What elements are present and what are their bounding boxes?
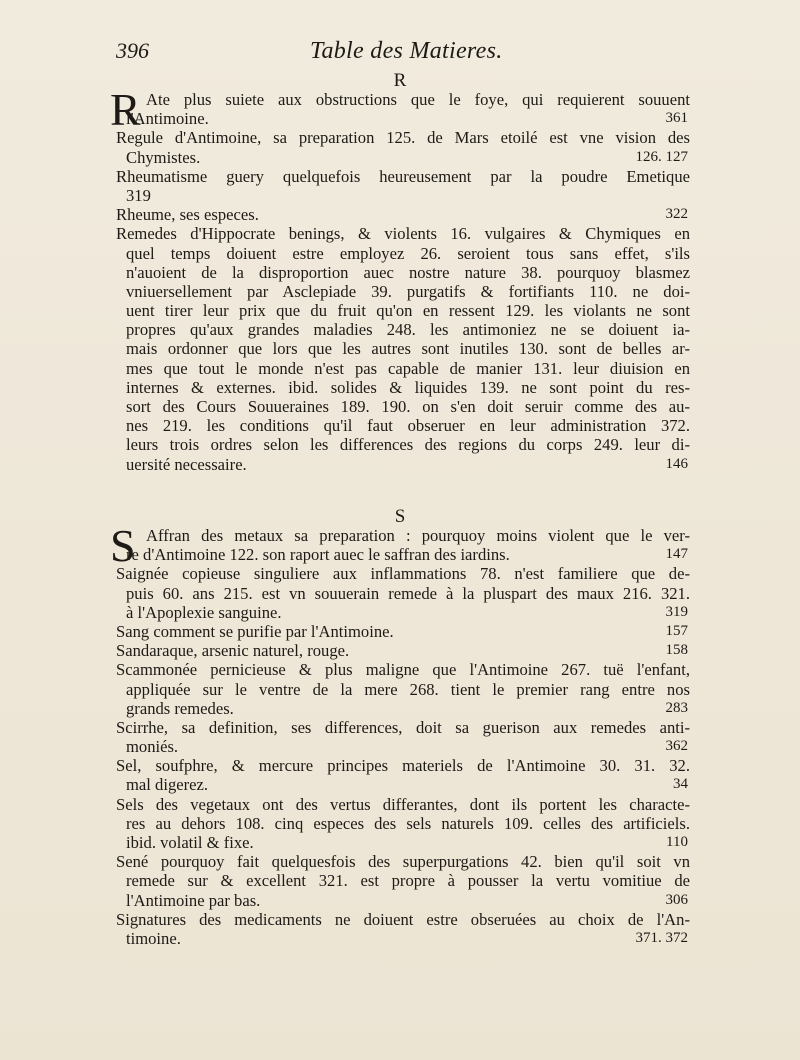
entry-line: appliquée sur le ventre de la mere 268. tient le premier rang entre nos [126, 679, 690, 699]
index-entry [116, 205, 690, 224]
entry-line: Remedes d'Hippocrate benings, & violents 16. vulgaires & Chymiques en [116, 224, 690, 244]
page-header [116, 38, 688, 70]
entry-line: sort des Cours Souueraines 189. 190. on s'en doit seruir comme des au- [126, 397, 690, 416]
page-reference: 283 [665, 699, 688, 716]
entry-line: l'Antimoine par bas. [126, 890, 261, 910]
entry-line: nes 219. les conditions qu'il faut obseruer en leur administration 372. [126, 416, 690, 436]
entry-line: propres qu'aux grandes maladies 248. les antimoniez ne se doiuent ia- [126, 320, 690, 340]
index-entry [116, 564, 690, 622]
page-reference: 157 [665, 622, 688, 639]
page-reference: 110 [666, 833, 688, 850]
entry-line: Sel, soufphre, & mercure principes materiels de l'Antimoine 30. 31. 32. [116, 756, 690, 776]
page-reference: 34 [673, 776, 688, 793]
entry-line: Affran des metaux sa preparation : pourquoy moins violent que le ver- [146, 526, 690, 545]
section-letter-r: R [393, 70, 407, 91]
entry-line: puis 60. ans 215. est vn souuerain remede à la pluspart des maux 216. 321. [126, 583, 690, 603]
index-entry [116, 622, 690, 641]
page-reference: 126. 127 [635, 148, 688, 165]
entry-line: mais ordonner que lors que les autres sont inutiles 130. sont de belles ar- [126, 339, 690, 359]
entry-line: Rheumatisme guery quelquefois heureusement par la poudre Emetique [116, 166, 690, 186]
entry-line: Sels des vegetaux ont des vertus differantes, dont ils portent les characte- [116, 794, 690, 814]
page-reference: 322 [665, 206, 688, 223]
index-entry [116, 852, 690, 910]
index-entry [116, 718, 690, 756]
entry-line: Sandaraque, arsenic naturel, rouge. [116, 641, 350, 661]
section-r-entries [110, 84, 690, 474]
entry-line: uersité necessaire. [126, 454, 247, 474]
page-reference: 146 [665, 455, 688, 472]
entry-line: Chymistes. [126, 147, 201, 167]
page-reference: 361 [665, 110, 688, 127]
index-entry [116, 167, 690, 205]
entry-line: Saignée copieuse singuliere aux inflammations 78. n'est familiere que de- [116, 564, 690, 584]
entry-line: grands remedes. [126, 698, 234, 718]
entry-line: uent tirer leur prix que du fruit qu'on en ressent 129. les violants ne sont [126, 301, 690, 321]
page-reference: 319 [665, 603, 688, 620]
index-entry [110, 84, 690, 135]
entry-line: remede sur & excellent 321. est propre à pousser la vertu vomitiue de [126, 871, 690, 891]
index-entry [116, 756, 690, 794]
page-reference: 306 [665, 891, 688, 908]
entry-line: Rheume, ses especes. [116, 205, 259, 225]
entry-line: l'Antimoine. [126, 109, 209, 129]
entry-line: à l'Apoplexie sanguine. [126, 602, 282, 622]
entry-line: 319 [126, 185, 151, 205]
entry-line: ibid. volatil & fixe. [126, 833, 254, 852]
index-entry [116, 224, 690, 473]
entry-line: n'auoient de la disproportion auec nostre nature 38. pourquoy blasmez [126, 262, 690, 282]
entry-line: re d'Antimoine 122. son raport auec le saffran des iardins. [126, 545, 510, 565]
entry-line: internes & externes. ibid. solides & liquides 139. ne sont point du res- [126, 377, 690, 397]
page-number: 396 [116, 38, 149, 63]
page-reference: 371. 372 [635, 929, 688, 946]
entry-line: vniuersellement par Asclepiade 39. purgatifs & fortifiants 110. ne doi- [126, 281, 690, 301]
index-entry [110, 520, 690, 571]
entry-line: mes que tout le monde n'est pas capable de manier 131. leur diuision en [126, 358, 690, 378]
entry-line: Ate plus suiete aux obstructions que le foye, qui requierent souuent [146, 90, 690, 109]
entry-line: Sang comment se purifie par l'Antimoine. [116, 621, 394, 641]
entry-line: Signatures des medicaments ne doiuent estre obseruées au choix de l'An- [116, 909, 690, 929]
index-entry [116, 128, 690, 166]
drop-cap: S [110, 520, 136, 571]
index-entry [116, 641, 690, 660]
section-s-entries [110, 520, 690, 948]
entry-line: leurs trois ordres selon les differences des regions du corps 249. leur di- [126, 435, 690, 455]
entry-line: Regule d'Antimoine, sa preparation 125. de Mars etoilé est vne vision des [116, 128, 690, 148]
entry-line: Scammonée pernicieuse & plus maligne que l'Antimoine 267. tuë l'enfant, [116, 660, 690, 680]
page-reference: 158 [665, 642, 688, 659]
entry-line: res au dehors 108. cinq especes des sels naturels 109. celles des artificiels. [126, 813, 690, 833]
page-reference: 362 [665, 738, 688, 755]
section-letter-s: S [394, 506, 406, 527]
index-entry [116, 660, 690, 718]
page-reference: 147 [665, 546, 688, 563]
entry-line: moniés. [126, 737, 179, 757]
entry-line: quel temps doiuent estre employez 26. seroient tous sans effet, s'ils [126, 243, 690, 263]
drop-cap: R [110, 84, 141, 135]
running-title: Table des Matieres. [310, 38, 503, 64]
entry-line: timoine. [126, 928, 181, 948]
index-entry [116, 910, 690, 948]
index-entry [116, 795, 690, 853]
entry-line: Scirrhe, sa definition, ses differences, doit sa guerison aux remedes anti- [116, 717, 690, 737]
entry-line: mal digerez. [126, 775, 209, 795]
entry-line: Sené pourquoy fait quelquesfois des superpurgations 42. bien qu'il soit vn [116, 852, 690, 872]
